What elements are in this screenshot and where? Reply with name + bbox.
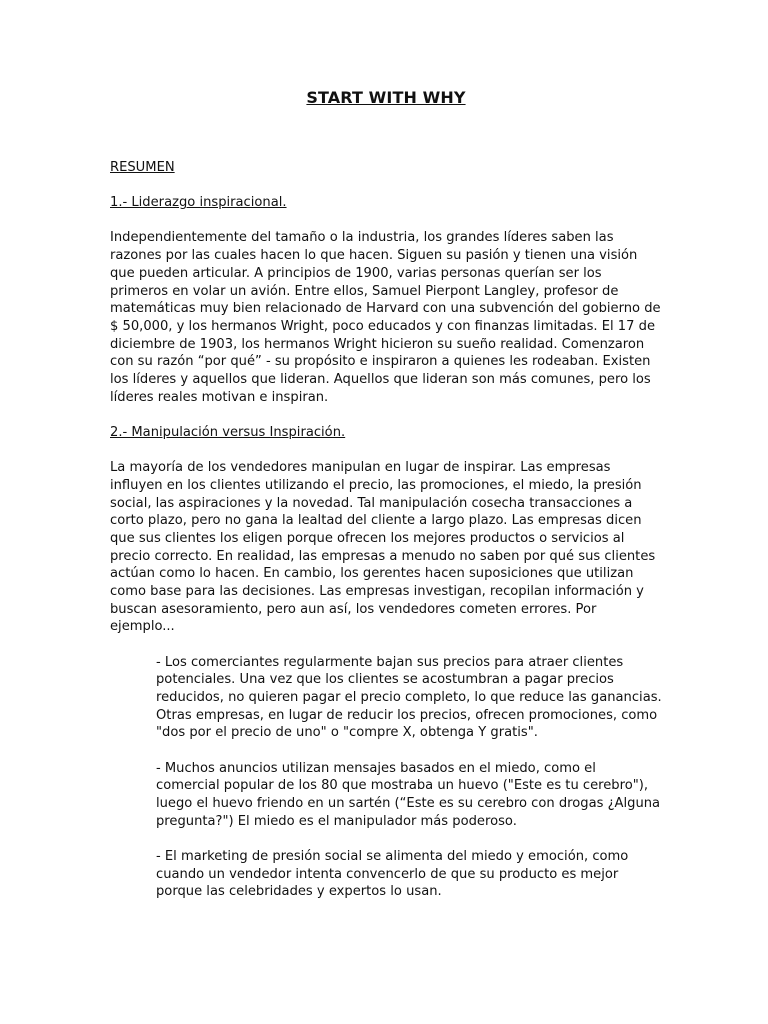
spacer [110, 442, 662, 460]
bullet-item: - El marketing de presión social se alimenta del miedo y emoción, como cuando un vendedor intenta convencerlo de que su producto es mejor porque las celebridades y expertos lo usan. [156, 849, 629, 900]
document-page [110, 88, 662, 901]
section1-paragraph: Independientemente del tamaño o la industria, los grandes líderes saben las razones por las cuales hacen lo que hacen. Siguen su pasión y tienen una visión que pueden articular. A principios de 1900, varias personas querían ser los primeros en volar un avión. Entre ellos, Samuel Pierpont Langley, profesor de matemáticas muy bien relacionado de Harvard con una subvención del gobierno de $ 50,000, y los hermanos Wright, poco educados y con finanzas limitadas. El 17 de diciembre de 1903, los hermanos Wright hicieron su sueño realidad. Comenzaron con su razón “por qué” - su propósito e inspiraron a quienes les rodeaban. Existen los líderes y aquellos que lideran. Aquellos que lideran son más comunes, pero los líderes reales motivan e inspiran. [110, 230, 661, 405]
spacer [110, 636, 662, 654]
document-title: START WITH WHY [306, 88, 466, 107]
summary-heading: RESUMEN [110, 160, 175, 175]
spacer [110, 406, 662, 424]
bullet-item: - Muchos anuncios utilizan mensajes basados en el miedo, como el comercial popular de los 80 que mostraba un huevo ("Este es tu cerebro"), luego el huevo friendo en un sartén (“Este es su cerebro con drogas ¿Alguna pregunta?") El miedo es el manipulador más poderoso. [156, 760, 661, 829]
spacer [110, 742, 662, 760]
bullet-item: - Los comerciantes regularmente bajan sus precios para atraer clientes potenciales. Una vez que los clientes se acostumbran a pagar precios reducidos, no quieren pagar el precio completo, lo que reduce las ganancias. Otras empresas, en lugar de reducir los precios, ofrecen promociones, como "dos por el precio de uno" o "compre X, obtenga Y gratis". [156, 654, 662, 741]
section2-heading: 2.- Manipulación versus Inspiración. [110, 424, 346, 440]
spacer [110, 831, 662, 849]
section2-paragraph: La mayoría de los vendedores manipulan en lugar de inspirar. Las empresas influyen en los clientes utilizando el precio, las promociones, el miedo, la presión social, las aspiraciones y la novedad. Tal manipulación cosecha transacciones a corto plazo, pero no gana la lealtad del cliente a largo plazo. Las empresas dicen que sus clientes los eligen porque ofrecen los mejores productos o servicios al precio correcto. En realidad, las empresas a menudo no saben por qué sus clientes actúan como lo hacen. En cambio, los gerentes hacen suposiciones que utilizan como base para las decisiones. Las empresas investigan, recopilan información y buscan asesoramiento, pero aun así, los vendedores cometen errores. Por ejemplo... [110, 460, 656, 635]
section1-heading: 1.- Liderazgo inspiracional. [110, 195, 287, 211]
spacer [110, 212, 662, 230]
spacer [110, 177, 662, 195]
